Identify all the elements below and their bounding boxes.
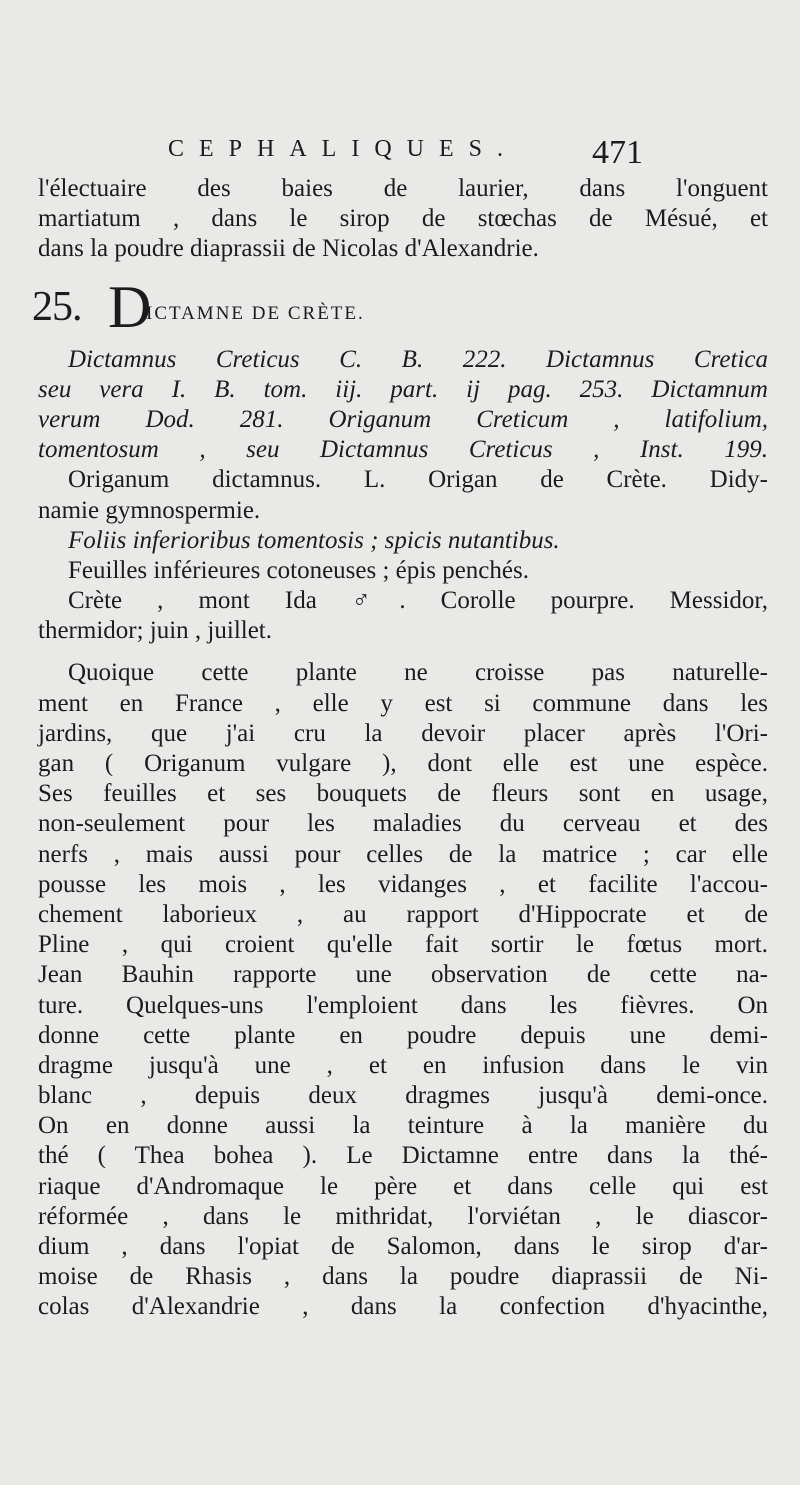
- body-line: Ses feuilles et ses bouquets de fleurs sont en usage,: [38, 780, 768, 808]
- body-line: blanc , depuis deux dragmes jusqu'à demi-once.: [38, 1082, 768, 1110]
- synonymy-line: verum Dod. 281. Origanum Creticum , latifolium,: [38, 405, 768, 433]
- synonymy-line: Origanum dictamnus. L. Origan de Crète. Didy-: [68, 466, 768, 494]
- intro-line: dans la poudre diaprassii de Nicolas d'Alexandrie.: [38, 235, 539, 263]
- habitat-line: Crète , mont Ida ♂. Corolle pourpre. Messidor,: [68, 587, 768, 615]
- diagnosis-latin: Foliis inferioribus tomentosis ; spicis nutantibus.: [68, 526, 560, 554]
- body-line: colas d'Alexandrie , dans la confection d'hyacinthe,: [38, 1293, 768, 1321]
- page-header: [0, 136, 800, 176]
- body-line: thé ( Thea bohea ). Le Dictamne entre dans la thé-: [38, 1142, 768, 1170]
- body-line: dium , dans l'opiat de Salomon, dans le sirop d'ar-: [38, 1233, 768, 1260]
- paragraph-gap: [38, 646, 768, 658]
- entry-heading: [32, 265, 768, 345]
- body-line: Quoique cette plante ne croisse pas naturelle-: [68, 659, 768, 687]
- habitat-line: thermidor; juin , juillet.: [38, 617, 272, 645]
- entry-title: ICTAMNE DE CRÈTE.: [146, 302, 365, 324]
- body-line: dragme jusqu'à une , et en infusion dans le vin: [38, 1051, 768, 1079]
- page-number: 471: [592, 134, 643, 171]
- entry-title-initial: D: [108, 273, 152, 340]
- body-line: Pline , qui croient qu'elle fait sortir le fœtus mort.: [38, 931, 768, 959]
- body-line: non-seulement pour les maladies du cerveau et des: [38, 810, 768, 838]
- synonymy-line: seu vera I. B. tom. iij. part. ij pag. 253. Dictamnum: [38, 375, 768, 403]
- body-line: réformée , dans le mithridat, l'orviétan , le diascor-: [38, 1202, 768, 1230]
- text-block: [32, 174, 768, 1323]
- body-line: moise de Rhasis , dans la poudre diaprassii de Ni-: [38, 1263, 768, 1291]
- body-line: jardins, que j'ai cru la devoir placer après l'Ori-: [38, 719, 768, 747]
- body-line: chement laborieux , au rapport d'Hippocrate et de: [38, 900, 768, 928]
- entry-number: 25.: [32, 283, 82, 330]
- body-line: On en donne aussi la teinture à la manière du: [38, 1112, 768, 1140]
- intro-line: l'électuaire des baies de laurier, dans l'onguent: [38, 175, 768, 202]
- body-line: donne cette plante en poudre depuis une demi-: [38, 1021, 768, 1049]
- body-line: nerfs , mais aussi pour celles de la matrice ; car elle: [38, 840, 768, 868]
- body-line: gan ( Origanum vulgare ), dont elle est une espèce.: [38, 750, 768, 777]
- body-line: Jean Bauhin rapporte une observation de cette na-: [38, 961, 768, 989]
- body-line: ture. Quelques-uns l'emploient dans les fièvres. On: [38, 991, 768, 1019]
- body-line: ment en France , elle y est si commune dans les: [38, 689, 768, 717]
- intro-line: martiatum , dans le sirop de stœchas de Mésué, et: [38, 205, 768, 233]
- synonymy-line: Dictamnus Creticus C. B. 222. Dictamnus Cretica: [68, 345, 768, 373]
- diagnosis-french: Feuilles inférieures cotoneuses ; épis penchés.: [68, 556, 529, 584]
- body-line: pousse les mois , les vidanges , et facilite l'accou-: [38, 870, 768, 898]
- body-line: riaque d'Andromaque le père et dans celle qui est: [38, 1172, 768, 1200]
- synonymy-line: tomentosum , seu Dictamnus Creticus , Inst. 199.: [38, 436, 768, 464]
- synonymy-line: namie gymnospermie.: [38, 496, 261, 524]
- running-head: CEPHALIQUES.: [168, 136, 519, 162]
